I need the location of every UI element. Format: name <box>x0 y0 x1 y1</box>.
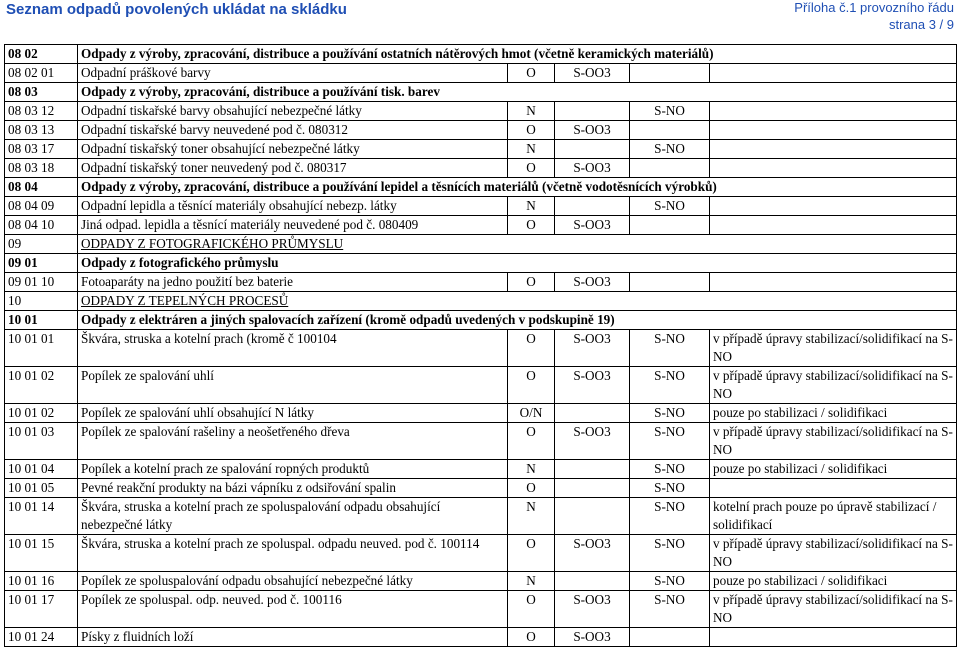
waste-category: O <box>508 628 555 647</box>
waste-code: 10 01 05 <box>5 479 78 498</box>
table-row <box>5 591 957 628</box>
landfill-nonhazardous: S-NO <box>630 498 710 535</box>
remark <box>710 159 957 178</box>
table-row <box>5 628 957 647</box>
waste-name: Fotoaparáty na jedno použití bez baterie <box>78 273 508 292</box>
waste-code: 10 01 15 <box>5 535 78 572</box>
waste-category: N <box>508 140 555 159</box>
table-row <box>5 367 957 404</box>
page-header <box>0 0 960 44</box>
remark: pouze po stabilizaci / solidifikaci <box>710 404 957 423</box>
waste-name: Odpadní tiskařské barvy obsahující nebezpečné látky <box>78 102 508 121</box>
waste-code: 08 03 13 <box>5 121 78 140</box>
page-number: strana 3 / 9 <box>888 17 954 32</box>
table-row <box>5 423 957 460</box>
landfill-nonhazardous: S-NO <box>630 572 710 591</box>
waste-category: N <box>508 197 555 216</box>
landfill-inert <box>555 404 630 423</box>
landfill-nonhazardous: S-NO <box>630 460 710 479</box>
group-name: ODPADY Z TEPELNÝCH PROCESŮ <box>78 292 957 311</box>
landfill-nonhazardous: S-NO <box>630 423 710 460</box>
table-row <box>5 330 957 367</box>
waste-name: Odpadní práškové barvy <box>78 64 508 83</box>
waste-category: O <box>508 121 555 140</box>
table-row <box>5 197 957 216</box>
group-row <box>5 254 957 273</box>
table-row <box>5 572 957 591</box>
table-row <box>5 273 957 292</box>
landfill-inert: S-OO3 <box>555 159 630 178</box>
waste-category: O <box>508 64 555 83</box>
waste-category: O <box>508 535 555 572</box>
waste-code: 10 01 <box>5 311 78 330</box>
remark: v případě úpravy stabilizací/solidifikací na S-NO <box>710 591 957 628</box>
landfill-nonhazardous: S-NO <box>630 479 710 498</box>
waste-code: 08 04 10 <box>5 216 78 235</box>
waste-name: Popílek ze spoluspal. odp. neuved. pod č. 100116 <box>78 591 508 628</box>
waste-code: 10 01 14 <box>5 498 78 535</box>
landfill-inert: S-OO3 <box>555 216 630 235</box>
group-row <box>5 83 957 102</box>
table-row <box>5 121 957 140</box>
waste-category: O/N <box>508 404 555 423</box>
group-row <box>5 311 957 330</box>
landfill-nonhazardous: S-NO <box>630 535 710 572</box>
waste-code: 10 01 03 <box>5 423 78 460</box>
group-name: Odpady z výroby, zpracování, distribuce a používání ostatních nátěrových hmot (včetně keramických materiálů) <box>78 45 957 64</box>
waste-category: O <box>508 479 555 498</box>
table-row <box>5 535 957 572</box>
landfill-nonhazardous <box>630 628 710 647</box>
waste-category: N <box>508 102 555 121</box>
waste-name: Popílek ze spoluspalování odpadu obsahující nebezpečné látky <box>78 572 508 591</box>
landfill-inert: S-OO3 <box>555 64 630 83</box>
waste-code: 09 <box>5 235 78 254</box>
landfill-inert: S-OO3 <box>555 591 630 628</box>
table-row <box>5 216 957 235</box>
waste-code: 08 03 17 <box>5 140 78 159</box>
landfill-inert: S-OO3 <box>555 367 630 404</box>
landfill-nonhazardous <box>630 273 710 292</box>
waste-category: O <box>508 330 555 367</box>
remark <box>710 121 957 140</box>
remark <box>710 216 957 235</box>
waste-code: 08 03 18 <box>5 159 78 178</box>
group-name: ODPADY Z FOTOGRAFICKÉHO PRŮMYSLU <box>78 235 957 254</box>
waste-table <box>4 44 957 647</box>
table-row <box>5 479 957 498</box>
table-row <box>5 404 957 423</box>
landfill-inert: S-OO3 <box>555 121 630 140</box>
waste-name: Odpadní lepidla a těsnící materiály obsahující nebezp. látky <box>78 197 508 216</box>
waste-code: 10 01 04 <box>5 460 78 479</box>
landfill-inert: S-OO3 <box>555 423 630 460</box>
waste-code: 10 01 24 <box>5 628 78 647</box>
waste-category: N <box>508 498 555 535</box>
waste-category: N <box>508 572 555 591</box>
group-row <box>5 178 957 197</box>
waste-name: Odpadní tiskařský toner obsahující nebezpečné látky <box>78 140 508 159</box>
landfill-nonhazardous: S-NO <box>630 140 710 159</box>
landfill-nonhazardous <box>630 216 710 235</box>
table-row <box>5 460 957 479</box>
table-row <box>5 102 957 121</box>
remark: v případě úpravy stabilizací/solidifikací na S-NO <box>710 330 957 367</box>
waste-name: Pevné reakční produkty na bázi vápníku z odsiřování spalin <box>78 479 508 498</box>
landfill-inert <box>555 140 630 159</box>
remark <box>710 273 957 292</box>
waste-code: 08 04 <box>5 178 78 197</box>
remark <box>710 64 957 83</box>
waste-name: Popílek ze spalování rašeliny a neošetřeného dřeva <box>78 423 508 460</box>
group-name: Odpady z elektráren a jiných spalovacích zařízení (kromě odpadů uvedených v podskupině 19) <box>78 311 957 330</box>
landfill-inert: S-OO3 <box>555 330 630 367</box>
waste-code: 08 03 <box>5 83 78 102</box>
landfill-inert <box>555 460 630 479</box>
group-row <box>5 292 957 311</box>
annex-label: Příloha č.1 provozního řádu <box>794 0 954 15</box>
landfill-inert <box>555 102 630 121</box>
group-name: Odpady z výroby, zpracování, distribuce a používání lepidel a těsnících materiálů (včetně vodotěsnících výrobků) <box>78 178 957 197</box>
waste-name: Jiná odpad. lepidla a těsnící materiály neuvedené pod č. 080409 <box>78 216 508 235</box>
landfill-inert: S-OO3 <box>555 273 630 292</box>
waste-code: 10 <box>5 292 78 311</box>
remark: v případě úpravy stabilizací/solidifikací na S-NO <box>710 423 957 460</box>
waste-name: Odpadní tiskařské barvy neuvedené pod č. 080312 <box>78 121 508 140</box>
document-title: Seznam odpadů povolených ukládat na skládku <box>6 1 347 18</box>
table-row <box>5 140 957 159</box>
waste-code: 09 01 <box>5 254 78 273</box>
landfill-inert <box>555 197 630 216</box>
landfill-nonhazardous: S-NO <box>630 197 710 216</box>
waste-name: Popílek ze spalování uhlí <box>78 367 508 404</box>
remark <box>710 140 957 159</box>
waste-code: 10 01 02 <box>5 367 78 404</box>
waste-code: 08 04 09 <box>5 197 78 216</box>
waste-code: 10 01 17 <box>5 591 78 628</box>
waste-name: Popílek a kotelní prach ze spalování ropných produktů <box>78 460 508 479</box>
waste-code: 08 02 01 <box>5 64 78 83</box>
landfill-nonhazardous <box>630 159 710 178</box>
waste-code: 09 01 10 <box>5 273 78 292</box>
landfill-nonhazardous: S-NO <box>630 367 710 404</box>
remark <box>710 479 957 498</box>
group-row <box>5 45 957 64</box>
waste-code: 10 01 01 <box>5 330 78 367</box>
landfill-nonhazardous: S-NO <box>630 404 710 423</box>
waste-code: 10 01 16 <box>5 572 78 591</box>
waste-name: Škvára, struska a kotelní prach (kromě č 100104 <box>78 330 508 367</box>
landfill-inert: S-OO3 <box>555 535 630 572</box>
waste-category: O <box>508 367 555 404</box>
remark: kotelní prach pouze po úpravě stabilizací / solidifikací <box>710 498 957 535</box>
landfill-inert <box>555 572 630 591</box>
waste-name: Škvára, struska a kotelní prach ze spoluspal. odpadu neuved. pod č. 100114 <box>78 535 508 572</box>
remark: pouze po stabilizaci / solidifikaci <box>710 460 957 479</box>
waste-category: O <box>508 159 555 178</box>
group-name: Odpady z fotografického průmyslu <box>78 254 957 273</box>
waste-name: Písky z fluidních loží <box>78 628 508 647</box>
waste-code: 08 03 12 <box>5 102 78 121</box>
waste-code: 10 01 02 <box>5 404 78 423</box>
landfill-inert <box>555 479 630 498</box>
table-row <box>5 498 957 535</box>
landfill-nonhazardous <box>630 64 710 83</box>
waste-name: Odpadní tiskařský toner neuvedený pod č. 080317 <box>78 159 508 178</box>
waste-category: O <box>508 591 555 628</box>
landfill-inert <box>555 498 630 535</box>
remark <box>710 628 957 647</box>
waste-name: Popílek ze spalování uhlí obsahující N látky <box>78 404 508 423</box>
waste-category: O <box>508 423 555 460</box>
waste-category: O <box>508 273 555 292</box>
remark: v případě úpravy stabilizací/solidifikací na S-NO <box>710 367 957 404</box>
landfill-nonhazardous <box>630 121 710 140</box>
remark <box>710 197 957 216</box>
group-name: Odpady z výroby, zpracování, distribuce a používání tisk. barev <box>78 83 957 102</box>
remark <box>710 102 957 121</box>
remark: pouze po stabilizaci / solidifikaci <box>710 572 957 591</box>
remark: v případě úpravy stabilizací/solidifikací na S-NO <box>710 535 957 572</box>
landfill-inert: S-OO3 <box>555 628 630 647</box>
waste-category: N <box>508 460 555 479</box>
table-row <box>5 64 957 83</box>
group-row <box>5 235 957 254</box>
landfill-nonhazardous: S-NO <box>630 591 710 628</box>
landfill-nonhazardous: S-NO <box>630 102 710 121</box>
waste-code: 08 02 <box>5 45 78 64</box>
table-row <box>5 159 957 178</box>
waste-name: Škvára, struska a kotelní prach ze spoluspalování odpadu obsahující nebezpečné látky <box>78 498 508 535</box>
waste-category: O <box>508 216 555 235</box>
landfill-nonhazardous: S-NO <box>630 330 710 367</box>
